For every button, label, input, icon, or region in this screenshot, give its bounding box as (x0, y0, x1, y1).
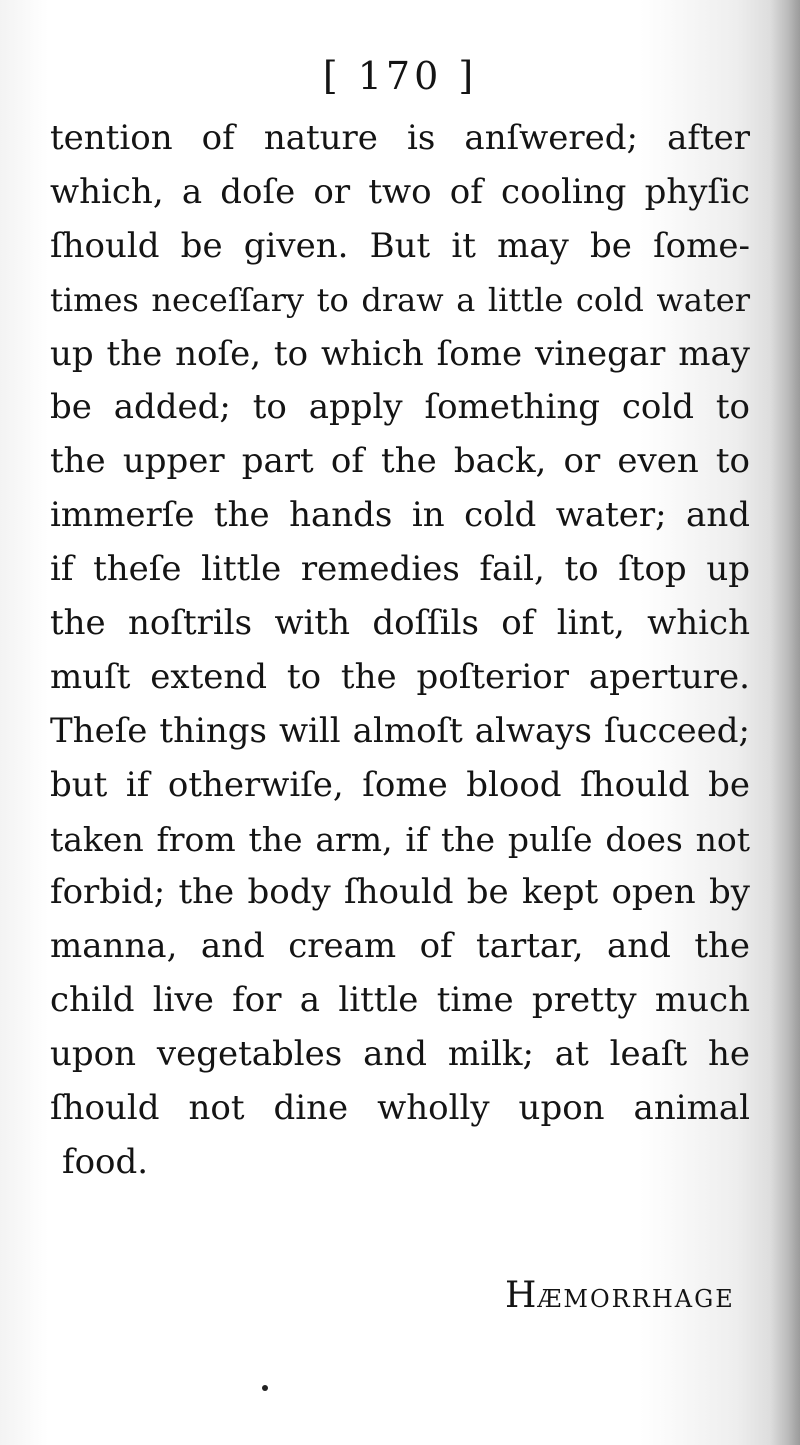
text-line: the noſtrils with doſſils of lint, which (50, 603, 750, 644)
text-line: taken from the arm, if the pulſe does not (50, 819, 750, 859)
text-line: muſt extend to the poſterior aperture. (50, 656, 750, 697)
catchword-rest: ÆMORRHAGE (537, 1285, 735, 1313)
body-text (50, 112, 750, 1190)
text-line: if theſe little remedies fail, to ſtop up (50, 549, 750, 590)
text-line: tention of nature is anſwered; after (50, 118, 750, 158)
text-line: be added; to apply ſomething cold to (50, 387, 750, 428)
text-line: immerſe the hands in cold water; and (50, 495, 750, 536)
text-line: forbid; the body ſhould be kept open by (50, 872, 750, 913)
ink-speck (262, 1385, 268, 1391)
text-line: times neceſſary to draw a little cold water (50, 280, 750, 319)
page-number: [ 170 ] (322, 54, 478, 98)
catchword-initial: H (505, 1275, 538, 1316)
text-line: upon vegetables and milk; at leaſt he (50, 1034, 750, 1075)
text-line: the upper part of the back, or even to (50, 441, 750, 482)
text-line: which, a doſe or two of cooling phyſic (50, 171, 750, 212)
text-line: food. (62, 1141, 149, 1182)
text-line: Theſe things will almoſt always ſucceed; (50, 710, 750, 751)
text-line: ſhould not dine wholly upon animal (50, 1088, 750, 1129)
text-line: ſhould be given. But it may be ſome- (50, 225, 750, 266)
catchword (505, 1276, 735, 1319)
text-line: up the noſe, to which ſome vinegar may (50, 333, 750, 374)
page-edge-shadow (770, 0, 800, 1445)
text-line: but if otherwiſe, ſome blood ſhould be (50, 764, 750, 805)
text-line: manna, and cream of tartar, and the (50, 926, 750, 967)
text-line: child live for a little time pretty much (50, 980, 750, 1021)
